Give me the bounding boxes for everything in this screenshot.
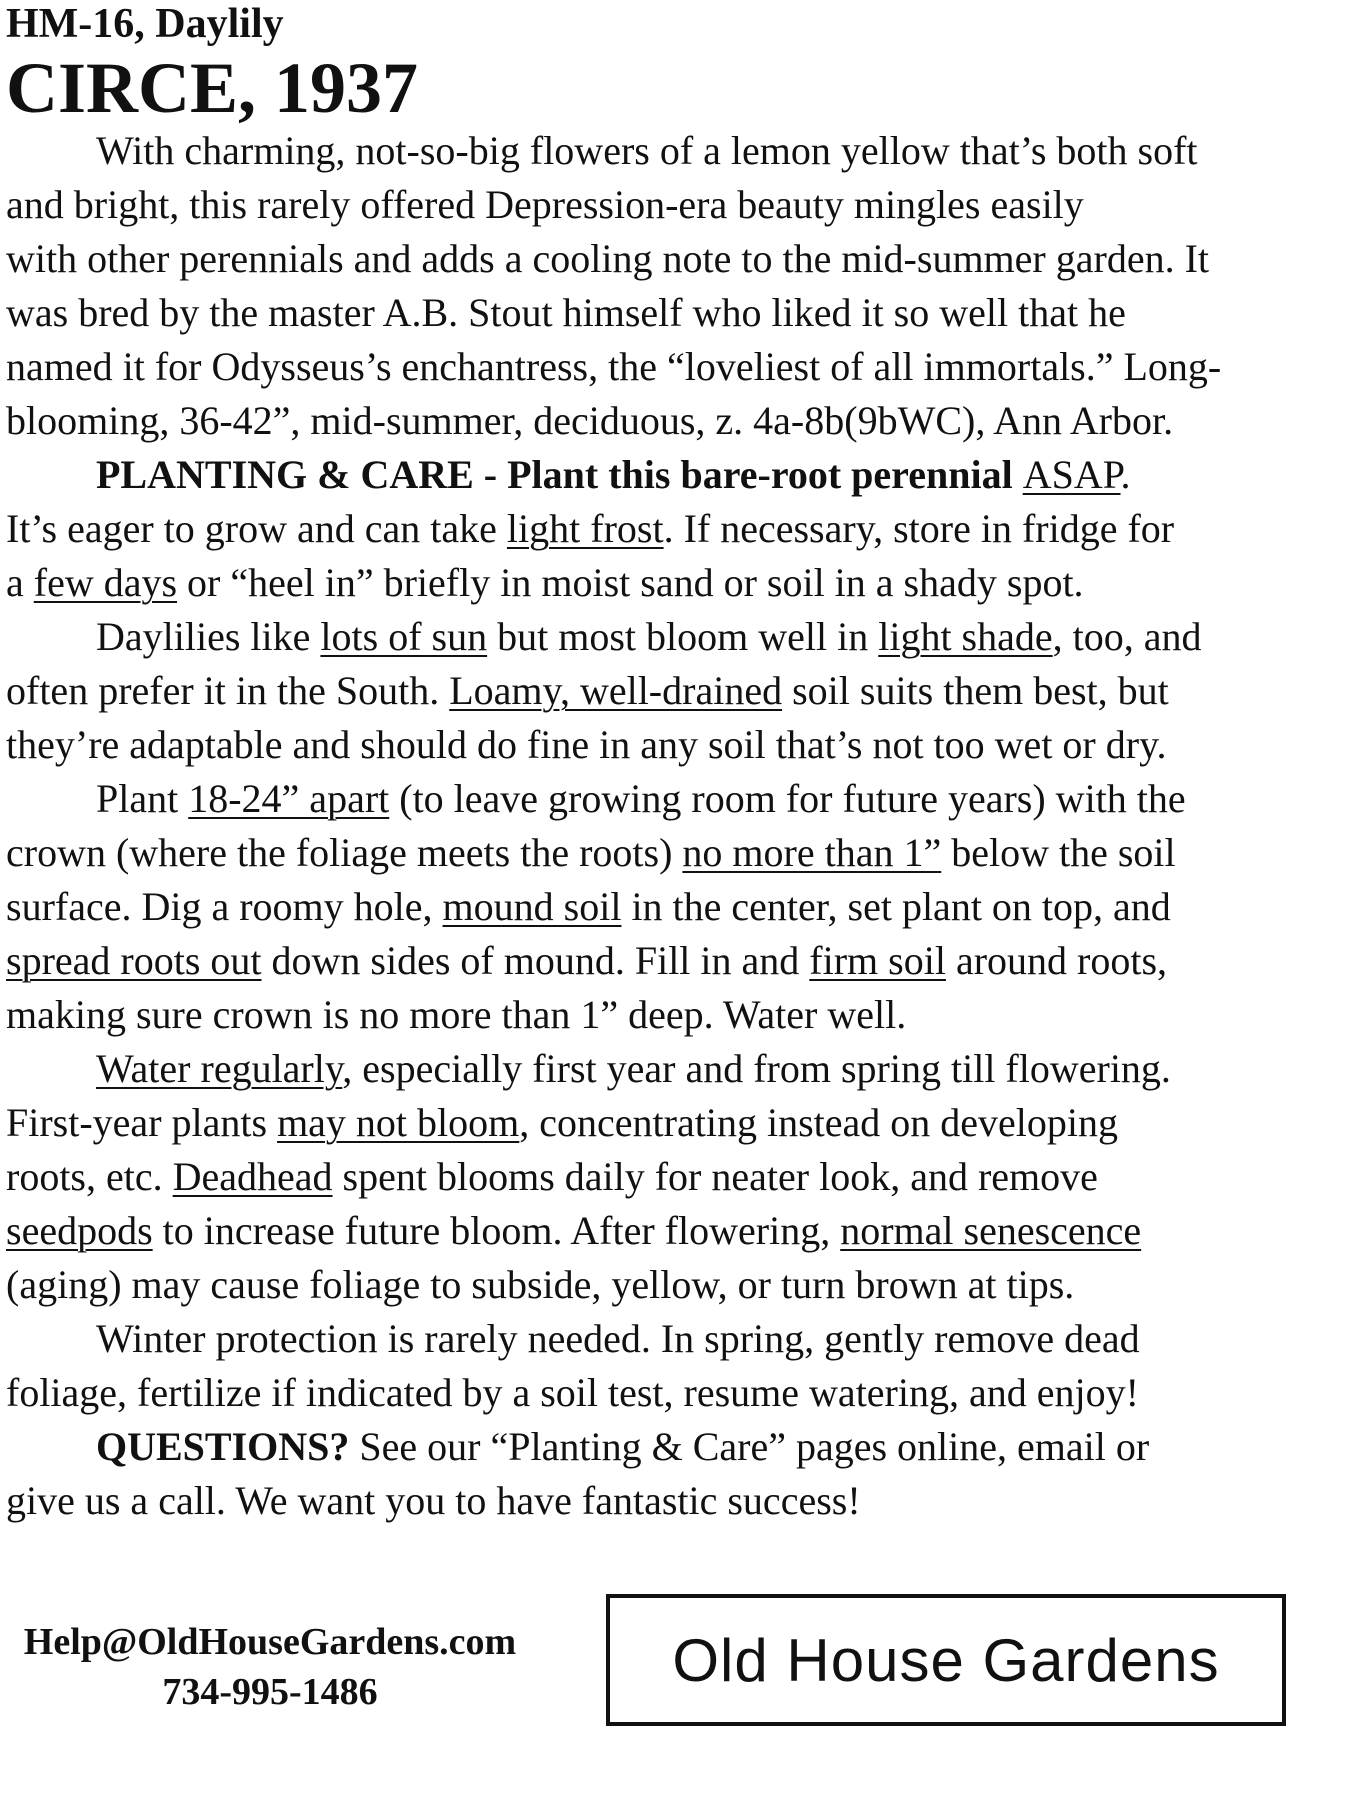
text-run: crown (where the foliage meets the roots) — [6, 830, 683, 875]
emphasis-text: no more than 1” — [682, 830, 942, 875]
questions-line — [6, 1420, 1346, 1474]
emphasis-text: 18-24” apart — [188, 776, 390, 821]
questions-heading: QUESTIONS? — [96, 1424, 350, 1469]
planting-care-line — [6, 502, 1346, 556]
description-line: was bred by the master A.B. Stout himself who liked it so well that he — [6, 290, 1126, 335]
emphasis-text: seedpods — [6, 1208, 153, 1253]
questions-line: give us a call. We want you to have fantastic success! — [6, 1478, 861, 1523]
planting-care-heading: PLANTING & CARE - Plant this bare-root perennial — [96, 452, 1023, 497]
text-run: to increase future bloom. After flowering, — [152, 1208, 841, 1253]
watering-line — [6, 1204, 1346, 1258]
brand-logo-art — [610, 1598, 1282, 1722]
emphasis-text: Deadhead — [172, 1154, 333, 1199]
text-run: soil suits them best, but — [782, 668, 1169, 713]
planting-care-line — [6, 556, 1346, 610]
sun-soil-line: they’re adaptable and should do fine in any soil that’s not too wet or dry. — [6, 722, 1167, 767]
text-run: See our “Planting & Care” pages online, email or — [349, 1424, 1150, 1469]
brand-logo-wordmark: Old House Gardens — [672, 1627, 1220, 1694]
text-run: , concentrating instead on developing — [519, 1100, 1118, 1145]
text-run: or “heel in” briefly in moist sand or soil in a shady spot. — [177, 560, 1084, 605]
text-run: Plant — [96, 776, 189, 821]
watering-line — [6, 1042, 1346, 1096]
planting-line: making sure crown is no more than 1” deep. Water well. — [6, 992, 907, 1037]
description-line: named it for Odysseus’s enchantress, the “loveliest of all immortals.” Long- — [6, 344, 1222, 389]
product-code: HM-16, Daylily — [6, 1, 284, 47]
contact-info — [0, 1617, 540, 1717]
care-instructions — [6, 124, 1346, 1528]
emphasis-text: lots of sun — [320, 614, 488, 659]
emphasis-text: Water regularly — [96, 1046, 343, 1091]
description-line: and bright, this rarely offered Depression-era beauty mingles easily — [6, 182, 1084, 227]
text-run: . If necessary, store in fridge for — [663, 506, 1175, 551]
watering-line: (aging) may cause foliage to subside, yellow, or turn brown at tips. — [6, 1262, 1075, 1307]
watering-line — [6, 1096, 1346, 1150]
text-run: spent blooms daily for neater look, and remove — [332, 1154, 1098, 1199]
text-run: . — [1120, 452, 1131, 497]
contact-phone[interactable]: 734-995-1486 — [162, 1671, 378, 1713]
emphasis-text: mound soil — [442, 884, 622, 929]
text-run: , especially first year and from spring till flowering. — [342, 1046, 1171, 1091]
emphasis-text: firm soil — [809, 938, 946, 983]
text-run: in the center, set plant on top, and — [621, 884, 1171, 929]
text-run: a — [6, 560, 34, 605]
brand-logo — [606, 1594, 1286, 1726]
text-run: below the soil — [941, 830, 1176, 875]
planting-care-line — [6, 448, 1346, 502]
emphasis-text: few days — [33, 560, 178, 605]
text-run: , too, and — [1052, 614, 1202, 659]
emphasis-text: ASAP — [1022, 452, 1121, 497]
winter-line: foliage, fertilize if indicated by a soil test, resume watering, and enjoy! — [6, 1370, 1139, 1415]
text-run: but most bloom well in — [487, 614, 879, 659]
emphasis-text: spread roots out — [6, 938, 262, 983]
watering-line — [6, 1150, 1346, 1204]
text-run: surface. Dig a roomy hole, — [6, 884, 443, 929]
emphasis-text: light frost — [506, 506, 664, 551]
contact-email[interactable]: Help@OldHouseGardens.com — [23, 1621, 517, 1663]
text-run: First-year plants — [6, 1100, 278, 1145]
planting-line — [6, 826, 1346, 880]
description-line: blooming, 36-42”, mid-summer, deciduous, z. 4a-8b(9bWC), Ann Arbor. — [6, 398, 1174, 443]
planting-line — [6, 934, 1346, 988]
emphasis-text: normal senescence — [840, 1208, 1142, 1253]
sun-soil-line — [6, 664, 1346, 718]
product-title: CIRCE, 1937 — [6, 48, 419, 128]
planting-line — [6, 772, 1346, 826]
description-line: With charming, not-so-big flowers of a lemon yellow that’s both soft — [96, 128, 1198, 173]
emphasis-text: may not bloom — [277, 1100, 520, 1145]
winter-line: Winter protection is rarely needed. In spring, gently remove dead — [96, 1316, 1140, 1361]
planting-line — [6, 880, 1346, 934]
description-line: with other perennials and adds a cooling note to the mid-summer garden. It — [6, 236, 1210, 281]
sun-soil-line — [6, 610, 1346, 664]
emphasis-text: light shade — [878, 614, 1053, 659]
text-run: around roots, — [945, 938, 1168, 983]
text-run: (to leave growing room for future years) with the — [389, 776, 1186, 821]
text-run: roots, etc. — [6, 1154, 173, 1199]
text-run: down sides of mound. Fill in and — [261, 938, 810, 983]
text-run: Daylilies like — [96, 614, 321, 659]
text-run: It’s eager to grow and can take — [6, 506, 507, 551]
text-run: often prefer it in the South. — [6, 668, 450, 713]
emphasis-text: Loamy, well-drained — [449, 668, 783, 713]
